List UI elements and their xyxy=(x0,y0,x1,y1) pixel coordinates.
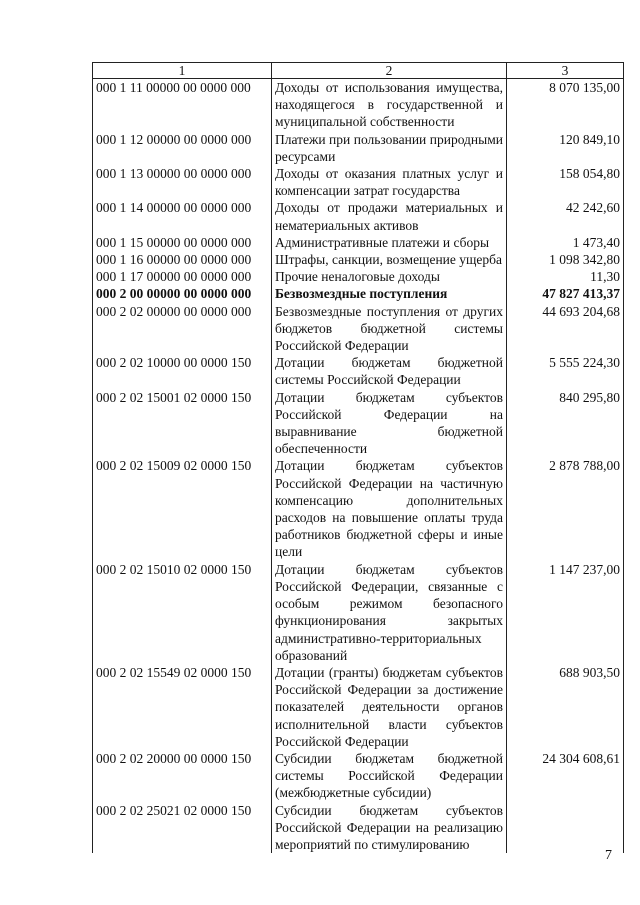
revenue-name-cell: Дотации бюджетам субъектов Российской Федерации на выравнивание бюджетной обеспеченности xyxy=(272,389,507,458)
revenue-name-cell: Дотации бюджетам субъектов Российской Федерации на частичную компенсацию дополнительных расходов на повышение оплаты труда работников бюджетной сферы и иные цели xyxy=(272,457,507,560)
table-row xyxy=(93,285,624,302)
budget-code-cell: 000 2 02 10000 00 0000 150 xyxy=(93,354,272,388)
amount-cell: 120 849,10 xyxy=(507,131,624,165)
table-row xyxy=(93,79,624,131)
amount-cell: 1 473,40 xyxy=(507,234,624,251)
budget-code-cell: 000 1 11 00000 00 0000 000 xyxy=(93,79,272,131)
budget-code-cell: 000 2 02 25021 02 0000 150 xyxy=(93,802,272,854)
table-row xyxy=(93,389,624,458)
budget-code-cell: 000 1 14 00000 00 0000 000 xyxy=(93,199,272,233)
page-number: 7 xyxy=(605,848,612,863)
amount-cell: 158 054,80 xyxy=(507,165,624,199)
column-header-1: 1 xyxy=(93,63,272,79)
revenue-name-cell: Дотации бюджетам субъектов Российской Федерации, связанные с особым режимом безопасного функционирования закрытых административно-территориальных образований xyxy=(272,561,507,664)
amount-cell: 840 295,80 xyxy=(507,389,624,458)
revenue-name-cell: Доходы от продажи материальных и нематериальных активов xyxy=(272,199,507,233)
revenue-table xyxy=(92,62,624,853)
revenue-name-cell: Доходы от использования имущества, находящегося в государственной и муниципальной собственности xyxy=(272,79,507,131)
budget-code-cell: 000 1 12 00000 00 0000 000 xyxy=(93,131,272,165)
revenue-name-cell: Прочие неналоговые доходы xyxy=(272,268,507,285)
column-header-3: 3 xyxy=(507,63,624,79)
revenue-name-cell: Дотации (гранты) бюджетам субъектов Российской Федерации за достижение показателей деятельности органов исполнительной власти субъектов Российской Федерации xyxy=(272,664,507,750)
budget-code-cell: 000 2 02 15001 02 0000 150 xyxy=(93,389,272,458)
budget-code-cell: 000 1 16 00000 00 0000 000 xyxy=(93,251,272,268)
amount-cell: 688 903,50 xyxy=(507,664,624,750)
amount-cell: 1 147 237,00 xyxy=(507,561,624,664)
table-row xyxy=(93,131,624,165)
budget-code-cell: 000 1 17 00000 00 0000 000 xyxy=(93,268,272,285)
table-row xyxy=(93,165,624,199)
table-row xyxy=(93,750,624,802)
revenue-name-cell: Дотации бюджетам бюджетной системы Российской Федерации xyxy=(272,354,507,388)
table-row xyxy=(93,354,624,388)
column-header-2: 2 xyxy=(272,63,507,79)
table-header xyxy=(93,63,624,79)
table-row xyxy=(93,234,624,251)
table-row xyxy=(93,199,624,233)
amount-cell: 24 304 608,61 xyxy=(507,750,624,802)
amount-cell: 42 242,60 xyxy=(507,199,624,233)
revenue-name-cell: Штрафы, санкции, возмещение ущерба xyxy=(272,251,507,268)
amount-cell xyxy=(507,802,624,854)
amount-cell: 1 098 342,80 xyxy=(507,251,624,268)
revenue-name-cell: Субсидии бюджетам бюджетной системы Российской Федерации (межбюджетные субсидии) xyxy=(272,750,507,802)
table-row xyxy=(93,268,624,285)
budget-code-cell: 000 1 15 00000 00 0000 000 xyxy=(93,234,272,251)
table-row xyxy=(93,457,624,560)
amount-cell: 47 827 413,37 xyxy=(507,285,624,302)
table-row xyxy=(93,251,624,268)
revenue-name-cell: Безвозмездные поступления от других бюджетов бюджетной системы Российской Федерации xyxy=(272,303,507,355)
revenue-name-cell: Платежи при пользовании природными ресурсами xyxy=(272,131,507,165)
amount-cell: 2 878 788,00 xyxy=(507,457,624,560)
table-row xyxy=(93,561,624,664)
budget-code-cell: 000 2 02 20000 00 0000 150 xyxy=(93,750,272,802)
amount-cell: 11,30 xyxy=(507,268,624,285)
revenue-name-cell: Субсидии бюджетам субъектов Российской Федерации на реализацию мероприятий по стимулированию xyxy=(272,802,507,854)
budget-code-cell: 000 2 02 00000 00 0000 000 xyxy=(93,303,272,355)
table-row xyxy=(93,303,624,355)
amount-cell: 44 693 204,68 xyxy=(507,303,624,355)
budget-code-cell: 000 2 02 15549 02 0000 150 xyxy=(93,664,272,750)
table-row xyxy=(93,802,624,854)
amount-cell: 8 070 135,00 xyxy=(507,79,624,131)
table-body xyxy=(93,79,624,854)
table-row xyxy=(93,664,624,750)
budget-code-cell: 000 2 02 15009 02 0000 150 xyxy=(93,457,272,560)
revenue-name-cell: Административные платежи и сборы xyxy=(272,234,507,251)
budget-code-cell: 000 2 00 00000 00 0000 000 xyxy=(93,285,272,302)
revenue-name-cell: Безвозмездные поступления xyxy=(272,285,507,302)
budget-code-cell: 000 2 02 15010 02 0000 150 xyxy=(93,561,272,664)
budget-code-cell: 000 1 13 00000 00 0000 000 xyxy=(93,165,272,199)
amount-cell: 5 555 224,30 xyxy=(507,354,624,388)
revenue-name-cell: Доходы от оказания платных услуг и компенсации затрат государства xyxy=(272,165,507,199)
